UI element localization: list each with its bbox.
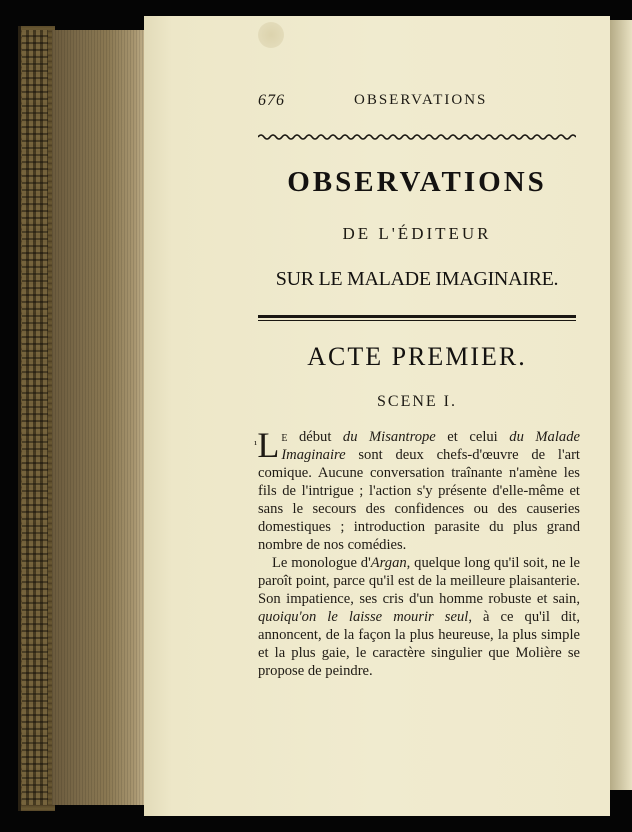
running-header: [258, 92, 578, 116]
subtitle-editeur: DE L'ÉDITEUR: [342, 224, 492, 243]
p2-text-c: , à ce qu'il dit, annoncent, de la façon la plus heureuse, la plus simple et la plus gaie, le caractère singulier que Molière se propose de peindre.: [258, 609, 580, 679]
title-observations: OBSERVATIONS: [287, 166, 547, 198]
thin-rule: [258, 320, 576, 321]
spine-ornament: [22, 30, 48, 805]
p2-italic-quote: quoiqu'on le laisse mourir seul: [258, 609, 469, 625]
drop-cap: [254, 425, 280, 465]
facing-page-edge: [610, 20, 632, 790]
drop-cap-rest: e: [281, 429, 288, 445]
p1-text-a: début: [287, 429, 343, 445]
p1-text-b: et celui: [435, 429, 510, 445]
paragraph-2: [258, 554, 580, 680]
p2-text-b: , quelque long qu'il soit, ne le paroît point, parce qu'il est de la meilleure plaisanterie. Son impatience, ses cris d'un homme robuste et sain,: [258, 555, 581, 607]
p1-italic-misantrope: du Misantrope: [342, 429, 436, 445]
running-head-title: OBSERVATIONS: [354, 92, 488, 108]
page-edges: [52, 30, 144, 805]
scene-heading: SCENE I.: [377, 393, 457, 410]
wavy-rule: [258, 132, 576, 142]
p1-text-c: sont deux chefs-d'œuvre de l'art comique. Aucune conversation traînante n'amène les fils de l'intrigue ; l'action s'y présente d'elle-même et sans le secours des confidences ou des causeries domestiques ; introduction parasite du plus grand nombre de nos comédies.: [258, 447, 580, 553]
paragraph-1: [254, 425, 580, 554]
body-text: [254, 425, 581, 680]
subtitle-malade-imaginaire: SUR LE MALADE IMAGINAIRE.: [275, 268, 559, 290]
p2-italic-argan: Argan: [370, 555, 407, 571]
p1-italic-malade: du Malade Imaginaire: [281, 429, 580, 463]
footnote-marker: ¹: [254, 439, 258, 451]
paper-stain: [258, 22, 284, 48]
drop-cap-letter: L: [257, 425, 280, 465]
heavy-rule: [258, 315, 576, 318]
page-number: 676: [258, 92, 285, 109]
act-heading: ACTE PREMIER.: [307, 342, 527, 371]
p2-text-a: Le monologue d': [272, 555, 371, 571]
